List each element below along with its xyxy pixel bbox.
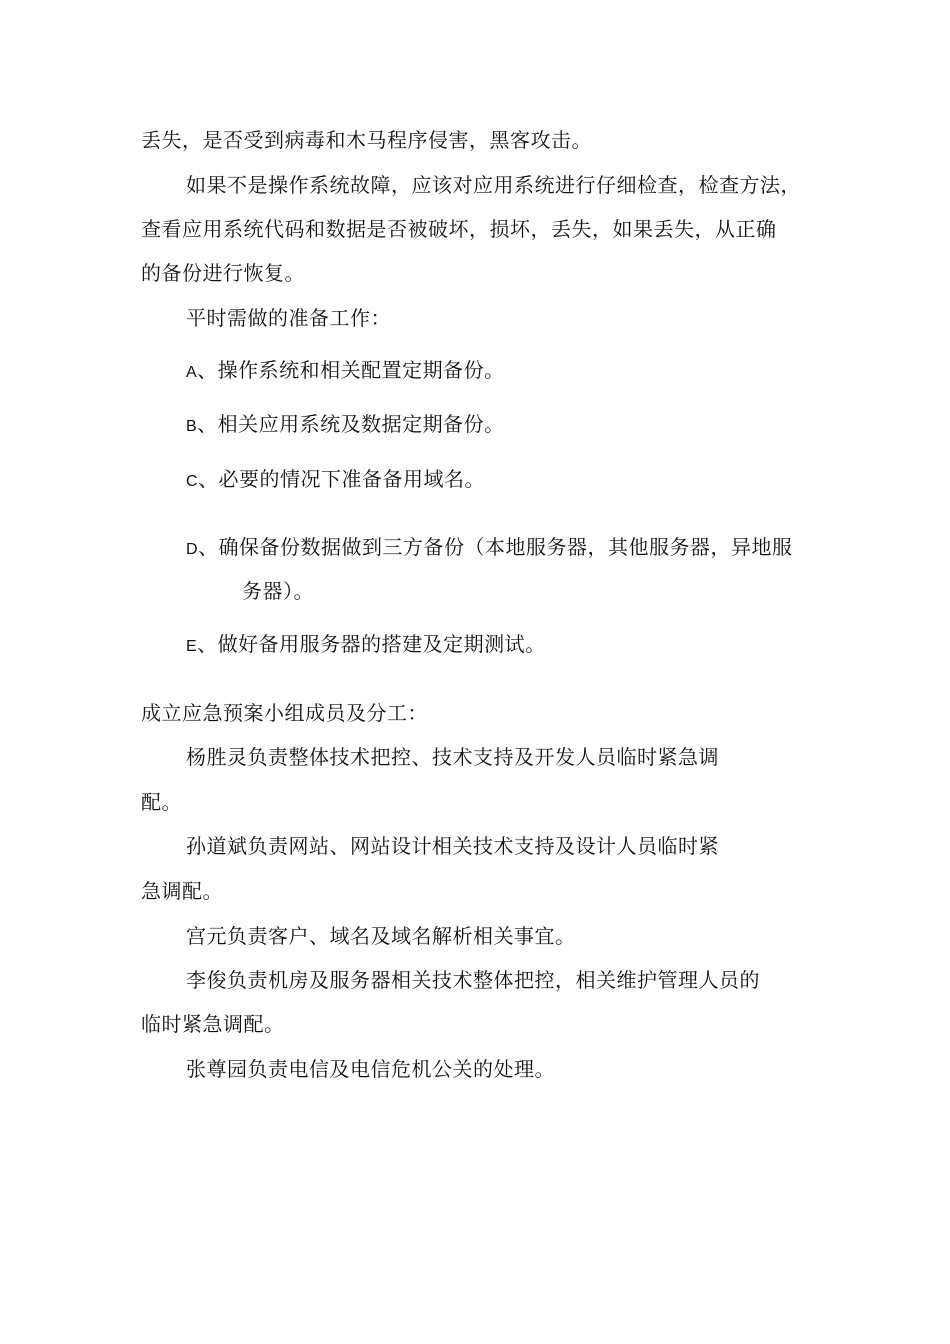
list-text: 、相关应用系统及数据定期备份。 <box>197 412 505 436</box>
assignment-line: 孙道斌负责网站、网站设计相关技术支持及设计人员临时紧 <box>186 834 719 858</box>
list-marker: B <box>186 418 198 435</box>
list-text: 、确保备份数据做到三方备份（本地服务器，其他服务器，异地服 <box>198 535 793 559</box>
list-item <box>186 533 793 564</box>
assignment-line: 急调配。 <box>141 879 223 903</box>
list-item-continuation: 务器）。 <box>242 579 314 603</box>
list-item <box>186 410 505 441</box>
list-text: 、做好备用服务器的搭建及定期测试。 <box>197 632 546 656</box>
list-marker: E <box>186 638 198 655</box>
assignment-line: 李俊负责机房及服务器相关技术整体把控，相关维护管理人员的 <box>186 968 760 992</box>
list-item <box>186 630 546 661</box>
assignment-line: 临时紧急调配。 <box>141 1012 285 1036</box>
list-text: 、操作系统和相关配置定期备份。 <box>197 358 505 382</box>
list-item <box>186 465 485 496</box>
assignment-line: 杨胜灵负责整体技术把控、技术支持及开发人员临时紧急调 <box>186 745 719 769</box>
list-marker: D <box>186 541 199 558</box>
section-heading: 成立应急预案小组成员及分工： <box>141 701 428 725</box>
list-marker: A <box>186 364 198 381</box>
assignment-line: 张尊园负责电信及电信危机公关的处理。 <box>186 1057 555 1081</box>
assignment-line: 配。 <box>141 790 182 814</box>
list-item <box>186 356 505 387</box>
paragraph-line: 的备份进行恢复。 <box>141 261 305 285</box>
paragraph-line: 如果不是操作系统故障，应该对应用系统进行仔细检查，检查方法， <box>186 173 801 197</box>
list-text: 、必要的情况下准备备用域名。 <box>198 467 486 491</box>
paragraph-line: 丢失，是否受到病毒和木马程序侵害，黑客攻击。 <box>141 128 592 152</box>
paragraph-line: 平时需做的准备工作： <box>186 306 391 330</box>
list-marker: C <box>186 473 199 490</box>
paragraph-line: 查看应用系统代码和数据是否被破坏，损坏，丢失，如果丢失，从正确 <box>141 217 777 241</box>
assignment-line: 宫元负责客户、域名及域名解析相关事宜。 <box>186 924 576 948</box>
